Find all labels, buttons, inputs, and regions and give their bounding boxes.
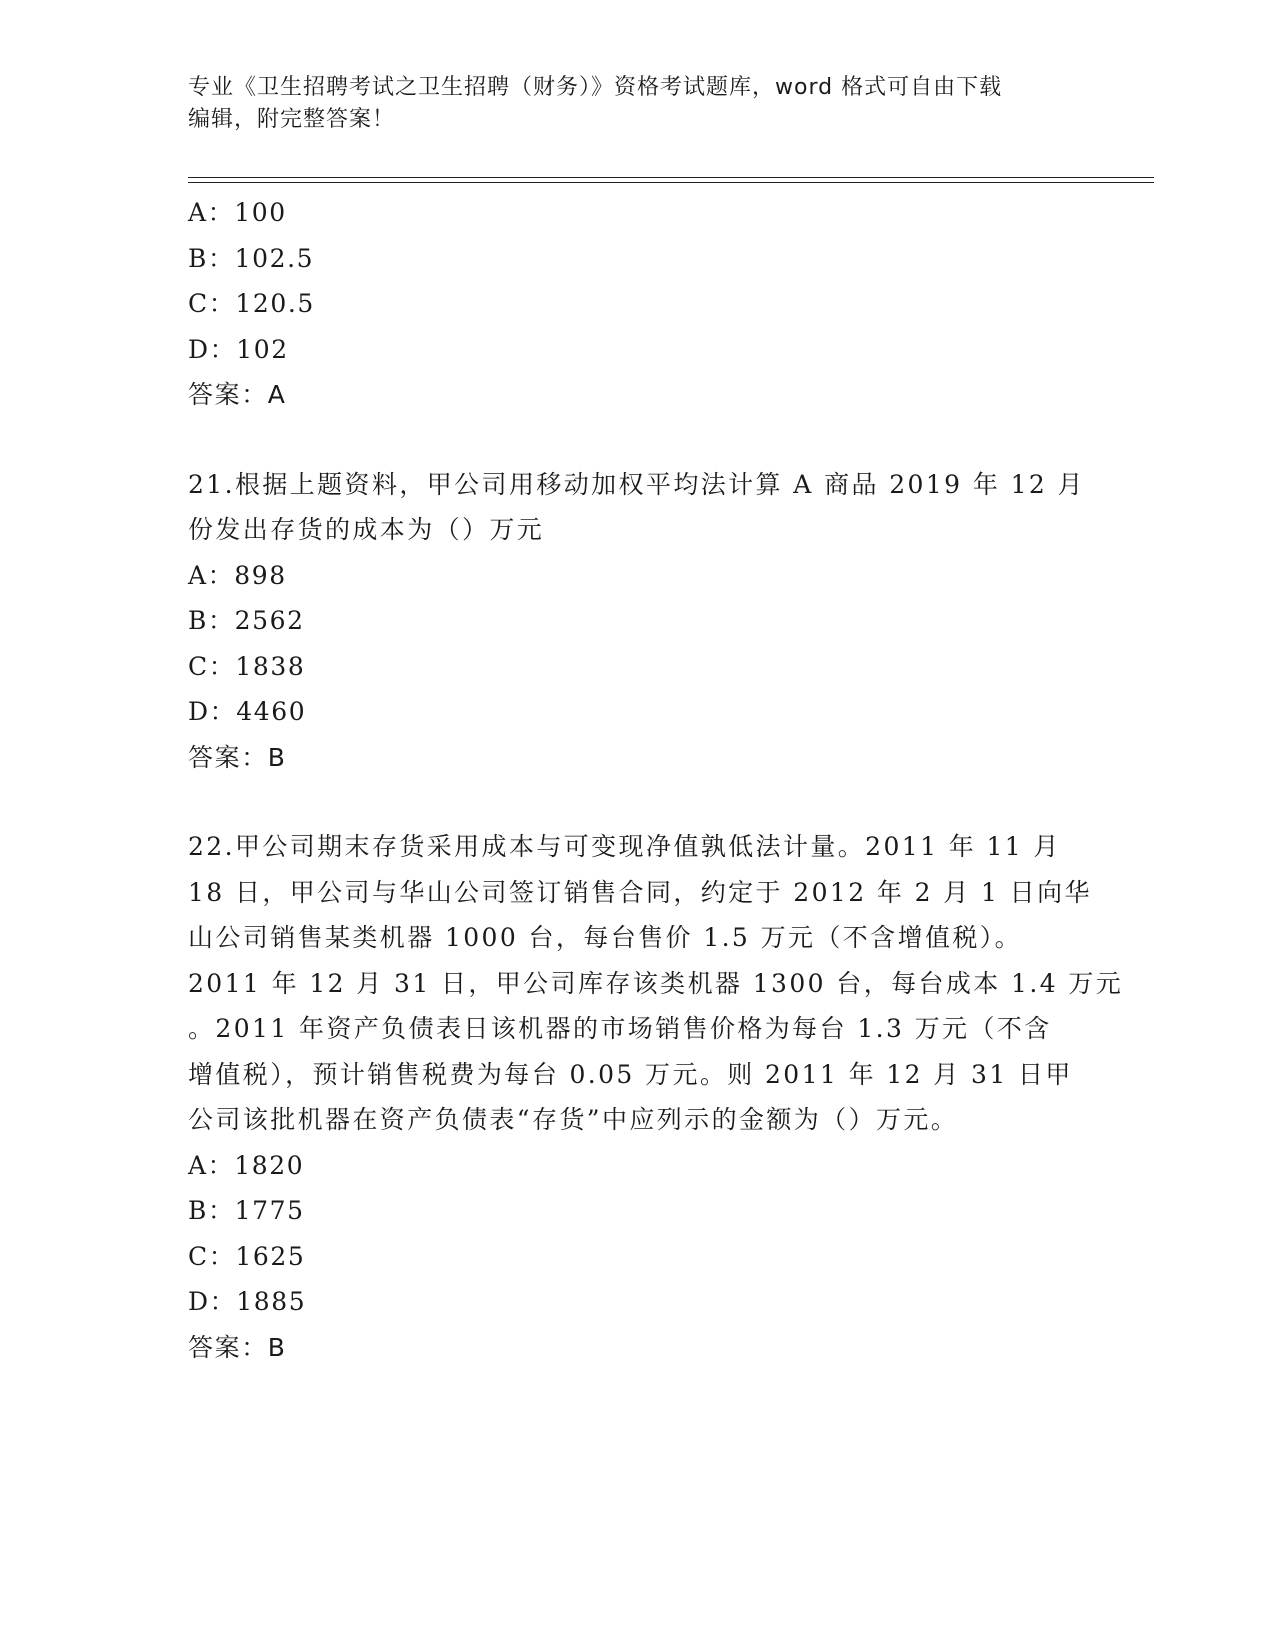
question-content <box>188 190 1124 1370</box>
answer-label: 答案：B <box>188 742 287 772</box>
option-a: A：898 <box>188 560 287 590</box>
option-c: C：120.5 <box>188 289 315 318</box>
option-a: A：1820 <box>188 1150 305 1180</box>
option-c: C：1625 <box>188 1241 306 1271</box>
document-header <box>188 72 1088 136</box>
answer-label: 答案：A <box>188 380 287 409</box>
spacer <box>188 780 1088 824</box>
option-a: A：100 <box>188 198 287 227</box>
question-text-line: 22.甲公司期末存货采用成本与可变现净值孰低法计量。2011 年 11 月 <box>188 832 1061 861</box>
question-text-line: 18 日，甲公司与华山公司签订销售合同，约定于 2012 年 2 月 1 日向华 <box>188 877 1092 907</box>
question-text-line: 公司该批机器在资产负债表“存货”中应列示的金额为（）万元。 <box>188 1105 959 1134</box>
question-text-line: 份发出存货的成本为（）万元 <box>188 515 545 544</box>
answer-label: 答案：B <box>188 1332 287 1362</box>
option-b: B：1775 <box>188 1196 305 1225</box>
question-text-line: 21.根据上题资料，甲公司用移动加权平均法计算 A 商品 2019 年 12 月 <box>188 469 1085 499</box>
option-d: D：4460 <box>188 697 307 726</box>
question-text-line: 增值税），预计销售税费为每台 0.05 万元。则 2011 年 12 月 31 日甲 <box>188 1059 1073 1089</box>
option-b: B：102.5 <box>188 243 315 273</box>
spacer <box>188 418 1088 462</box>
option-c: C：1838 <box>188 651 306 681</box>
header-divider-top <box>188 177 1154 178</box>
option-d: D：1885 <box>188 1287 307 1316</box>
question-text <box>188 462 1088 553</box>
option-d: D：102 <box>188 334 289 364</box>
header-line-1: 专业《卫生招聘考试之卫生招聘（财务）》资格考试题库，word 格式可自由下载 <box>188 75 1003 100</box>
question-22 <box>188 824 1124 1370</box>
header-line-2: 编辑，附完整答案！ <box>188 107 396 132</box>
question-text-line: 山公司销售某类机器 1000 台，每台售价 1.5 万元（不含增值税）。 <box>188 923 1023 952</box>
question-text-line: 。2011 年资产负债表日该机器的市场销售价格为每台 1.3 万元（不含 <box>188 1014 1052 1043</box>
option-b: B：2562 <box>188 606 305 635</box>
question-20 <box>188 190 1088 418</box>
question-text-line: 2011 年 12 月 31 日，甲公司库存该类机器 1300 台，每台成本 1.4 万元 <box>188 968 1124 998</box>
question-21 <box>188 462 1088 781</box>
question-text <box>188 824 1124 1143</box>
header-divider-bottom <box>188 182 1154 183</box>
